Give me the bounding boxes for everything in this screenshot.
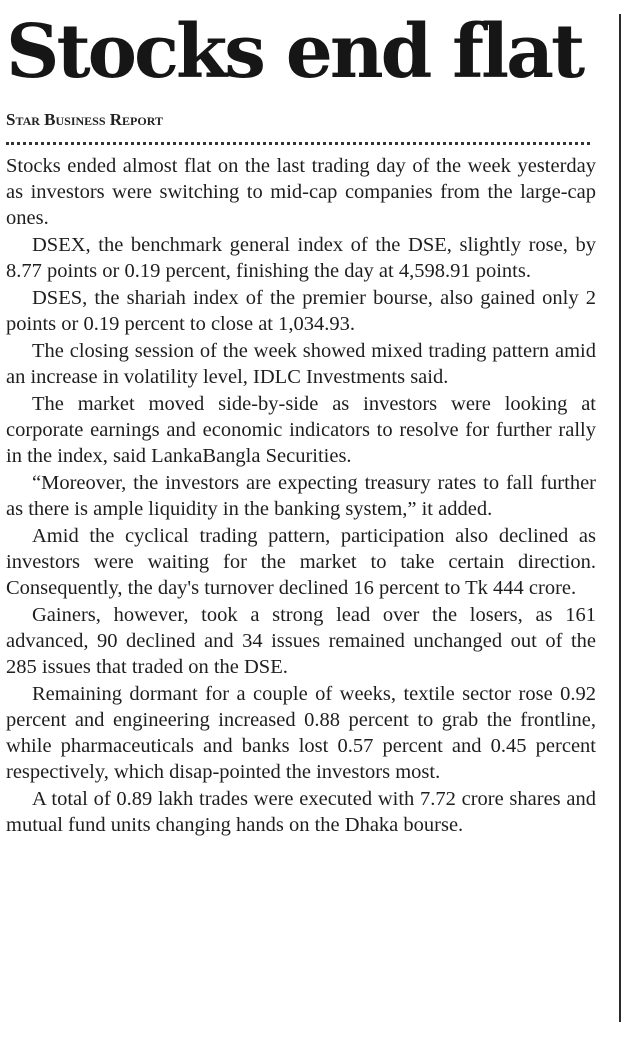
paragraph: DSES, the shariah index of the premier bourse, also gained only 2 points or 0.19 percent to close at 1,034.93. bbox=[6, 287, 596, 335]
paragraph: Remaining dormant for a couple of weeks, textile sector rose 0.92 percent and engineering increased 0.88 percent to grab the frontline, while pharmaceuticals and banks lost 0.57 percent and 0.45 percent respectively, which disap-pointed the investors most. bbox=[6, 683, 596, 783]
paragraph: DSEX, the benchmark general index of the DSE, slightly rose, by 8.77 points or 0.19 percent, finishing the day at 4,598.91 points. bbox=[6, 234, 596, 282]
dotted-divider bbox=[6, 142, 590, 145]
paragraph: The market moved side-by-side as investors were looking at corporate earnings and economic indicators to resolve for further rally in the index, said LankaBangla Securities. bbox=[6, 393, 596, 467]
headline: Stocks end flat bbox=[6, 9, 583, 95]
paragraph: Amid the cyclical trading pattern, participation also declined as investors were waiting for the market to take certain direction. Consequently, the day's turnover declined 16 percent to Tk 444 crore. bbox=[6, 525, 596, 599]
paragraph: The closing session of the week showed mixed trading pattern amid an increase in volatility level, IDLC Investments said. bbox=[6, 340, 596, 388]
paragraph: Gainers, however, took a strong lead over the losers, as 161 advanced, 90 declined and 34 issues remained unchanged out of the 285 issues that traded on the DSE. bbox=[6, 604, 596, 678]
byline: Star Business Report bbox=[6, 110, 163, 129]
paragraph: A total of 0.89 lakh trades were executed with 7.72 crore shares and mutual fund units changing hands on the Dhaka bourse. bbox=[6, 788, 596, 836]
paragraph: “Moreover, the investors are expecting treasury rates to fall further as there is ample liquidity in the banking system,” it added. bbox=[6, 472, 596, 520]
paragraph: Stocks ended almost flat on the last trading day of the week yesterday as investors were switching to mid-cap companies from the large-cap ones. bbox=[6, 155, 596, 229]
column-rule bbox=[619, 14, 621, 1022]
article-body bbox=[6, 153, 596, 838]
article bbox=[6, 6, 596, 839]
